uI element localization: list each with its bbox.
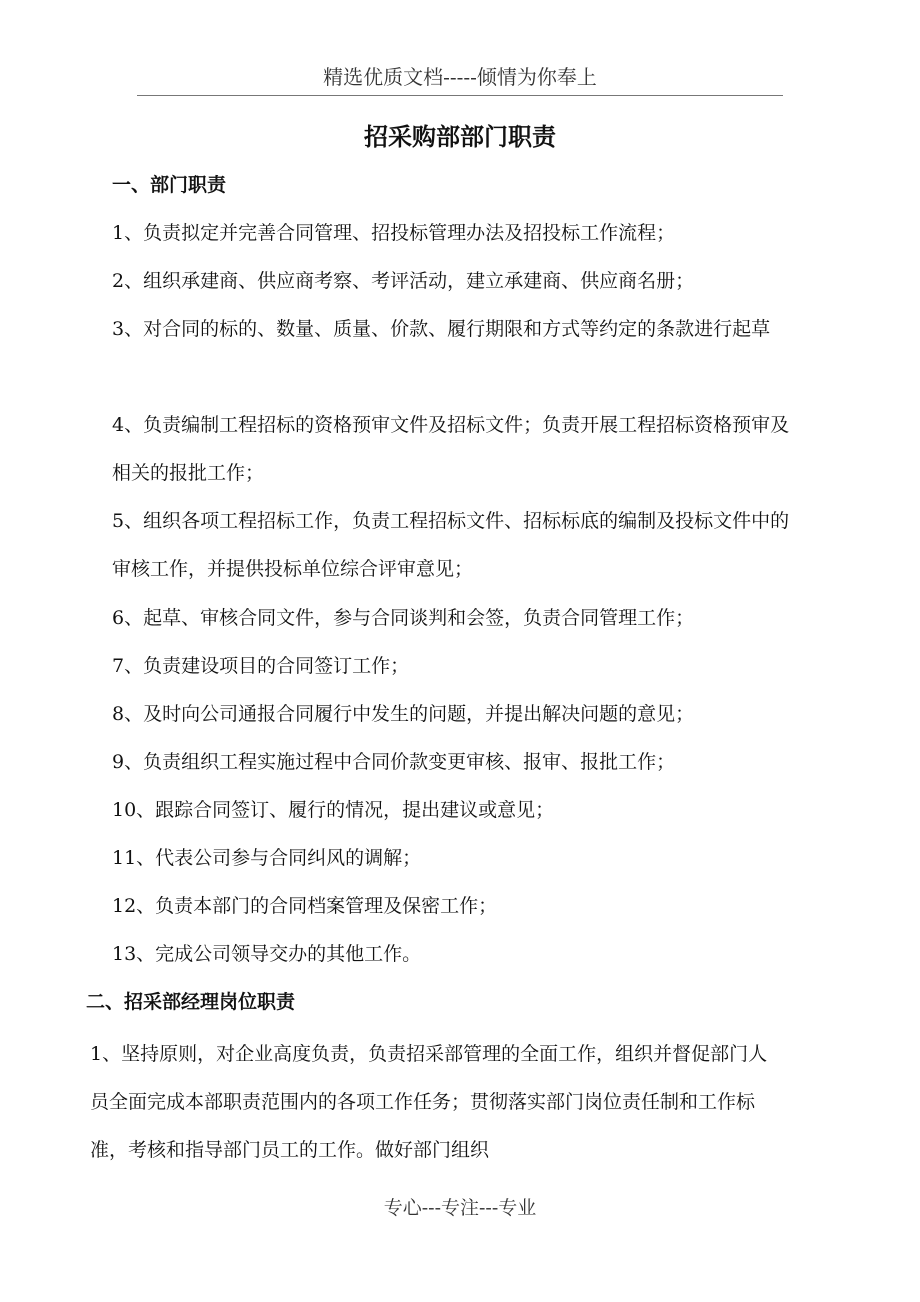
duty-item-12: 12、负责本部门的合同档案管理及保密工作； — [112, 895, 498, 917]
duty-item-10: 10、跟踪合同签订、履行的情况，提出建议或意见； — [112, 799, 555, 821]
duty-item-4: 4、负责编制工程招标的资格预审文件及招标文件；负责开展工程招标资格预审及相关的报批工作； — [112, 414, 790, 484]
duty-item-11: 11、代表公司参与合同纠风的调解； — [112, 847, 422, 869]
page-header: 精选优质文档-----倾情为你奉上 — [323, 65, 597, 89]
duty-item-13: 13、完成公司领导交办的其他工作。 — [112, 943, 422, 965]
page-footer: 专心---专注---专业 — [383, 1197, 537, 1219]
section-heading-department-duties: 一、部门职责 — [112, 174, 227, 196]
duty-item-6: 6、起草、审核合同文件，参与合同谈判和会签，负责合同管理工作； — [112, 607, 695, 629]
section-heading-manager-duties: 二、招采部经理岗位职责 — [86, 991, 296, 1013]
duty-item-1: 1、负责拟定并完善合同管理、招投标管理办法及招投标工作流程； — [112, 222, 676, 244]
header-rule — [137, 95, 783, 96]
duty-item-8: 8、及时向公司通报合同履行中发生的问题，并提出解决问题的意见； — [112, 703, 695, 725]
duty-item-9: 9、负责组织工程实施过程中合同价款变更审核、报审、报批工作； — [112, 751, 676, 773]
duty-item-2: 2、组织承建商、供应商考察、考评活动，建立承建商、供应商名册； — [112, 270, 695, 292]
duty-item-5: 5、组织各项工程招标工作，负责工程招标文件、招标标底的编制及投标文件中的审核工作，并提供投标单位综合评审意见； — [112, 510, 790, 580]
duty-item-7: 7、负责建设项目的合同签订工作； — [112, 655, 410, 677]
manager-duty-item-1: 1、坚持原则，对企业高度负责，负责招采部管理的全面工作，组织并督促部门人员全面完成本部职责范围内的各项工作任务；贯彻落实部门岗位责任制和工作标准，考核和指导部门员工的工作。做好部门组织 — [90, 1043, 768, 1161]
document-title: 招采购部部门职责 — [364, 123, 556, 151]
duty-item-3: 3、对合同的标的、数量、质量、价款、履行期限和方式等约定的条款进行起草 — [112, 318, 771, 340]
